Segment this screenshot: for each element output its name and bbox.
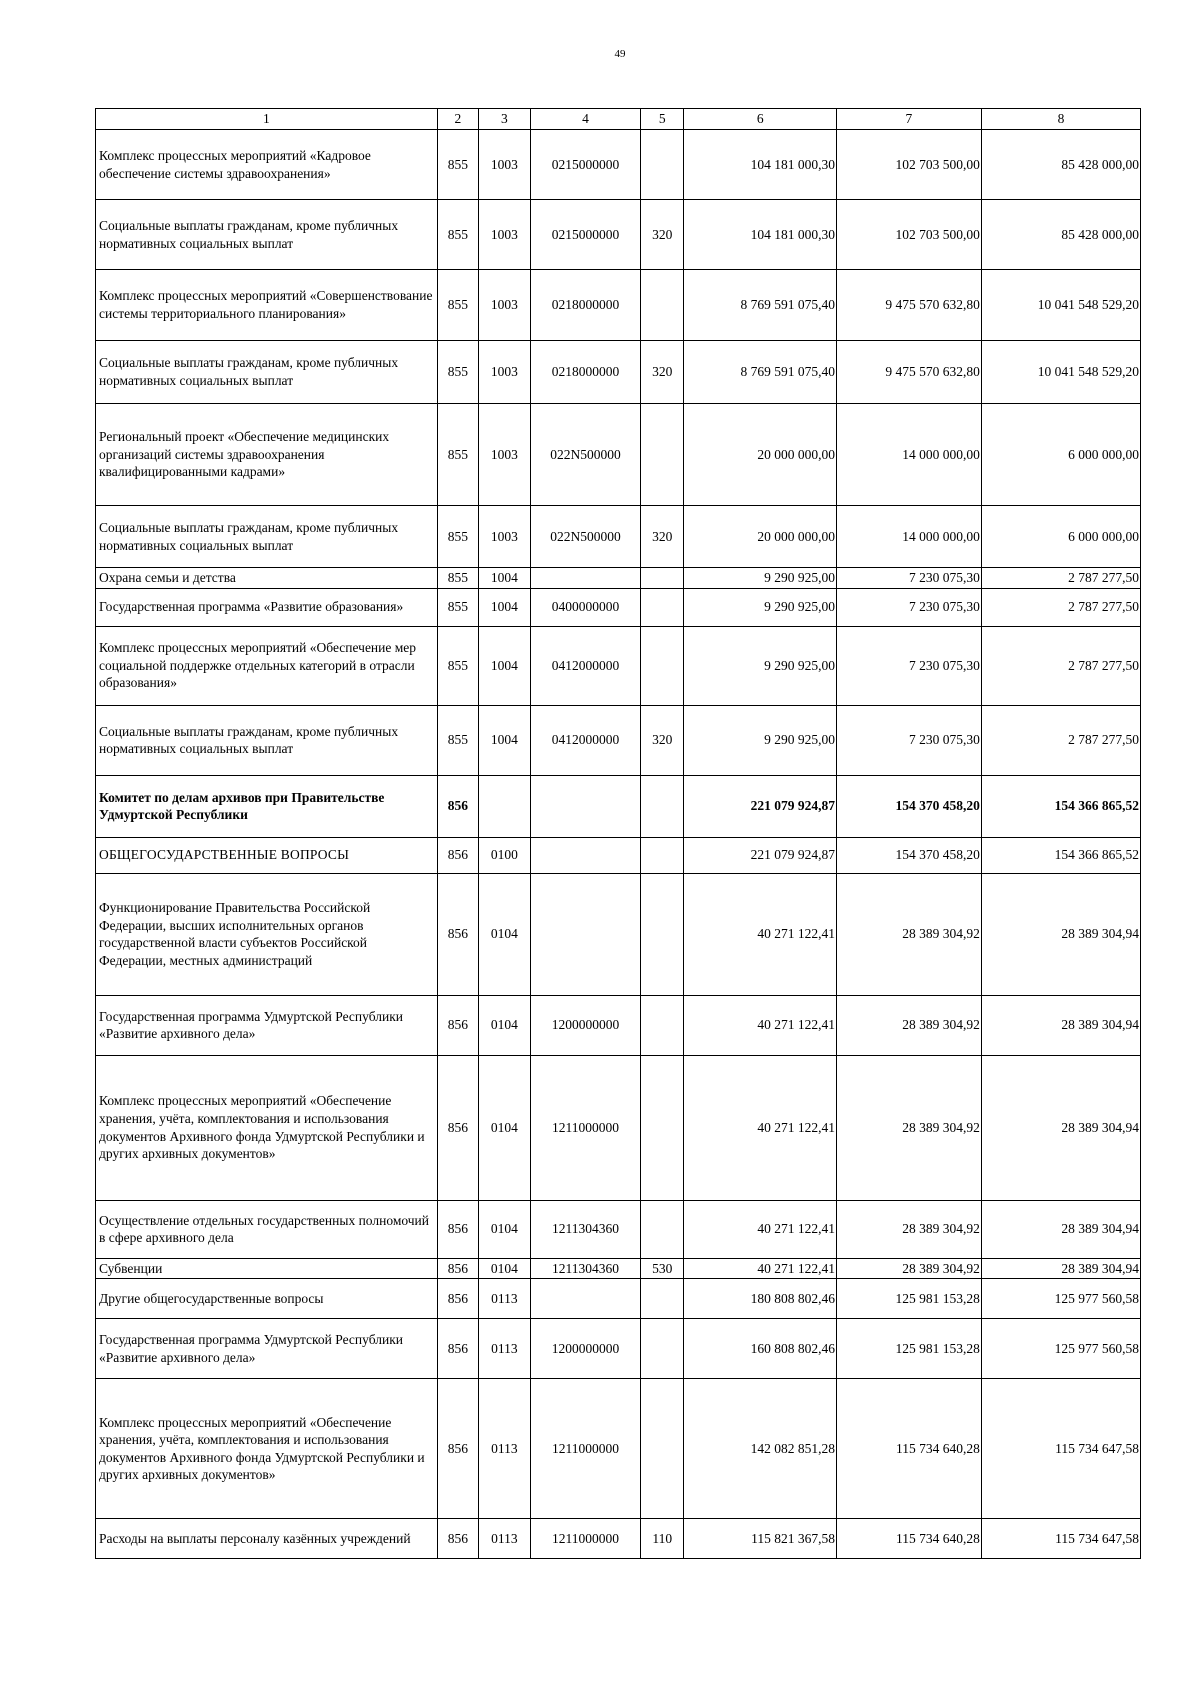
cell-expense-type: 320 (641, 506, 684, 568)
cell-amount-2: 115 734 640,28 (836, 1379, 981, 1519)
cell-amount-3: 85 428 000,00 (981, 200, 1140, 270)
cell-ministry: 856 (437, 775, 478, 837)
cell-section: 1003 (478, 506, 530, 568)
cell-amount-2: 115 734 640,28 (836, 1519, 981, 1559)
row-name: Осуществление отдельных государственных полномочий в сфере архивного дела (96, 1200, 438, 1258)
cell-amount-3: 28 389 304,94 (981, 1258, 1140, 1279)
cell-target: 1211304360 (530, 1258, 640, 1279)
cell-amount-2: 28 389 304,92 (836, 1200, 981, 1258)
cell-amount-3: 115 734 647,58 (981, 1379, 1140, 1519)
cell-amount-1: 20 000 000,00 (684, 506, 837, 568)
row-name: Комплекс процессных мероприятий «Совершенствование системы территориального планирования» (96, 270, 438, 341)
cell-target: 022N500000 (530, 404, 640, 506)
row-name: ОБЩЕГОСУДАРСТВЕННЫЕ ВОПРОСЫ (96, 837, 438, 873)
row-name: Государственная программа Удмуртской Республики «Развитие архивного дела» (96, 1319, 438, 1379)
header-col-5: 5 (641, 109, 684, 130)
cell-section: 1004 (478, 588, 530, 626)
cell-section: 1004 (478, 705, 530, 775)
cell-ministry: 855 (437, 341, 478, 404)
cell-amount-1: 180 808 802,46 (684, 1279, 837, 1319)
cell-ministry: 855 (437, 200, 478, 270)
table-row (96, 1279, 1141, 1319)
cell-section: 1004 (478, 568, 530, 589)
cell-amount-1: 160 808 802,46 (684, 1319, 837, 1379)
cell-section: 1003 (478, 404, 530, 506)
cell-expense-type: 530 (641, 1258, 684, 1279)
cell-expense-type (641, 626, 684, 705)
cell-section: 1004 (478, 626, 530, 705)
table-row (96, 130, 1141, 200)
header-col-7: 7 (836, 109, 981, 130)
cell-amount-3: 2 787 277,50 (981, 626, 1140, 705)
cell-amount-1: 221 079 924,87 (684, 837, 837, 873)
cell-amount-2: 125 981 153,28 (836, 1279, 981, 1319)
table-row (96, 837, 1141, 873)
header-col-2: 2 (437, 109, 478, 130)
cell-ministry: 855 (437, 130, 478, 200)
header-row (96, 109, 1141, 130)
cell-amount-2: 9 475 570 632,80 (836, 270, 981, 341)
cell-amount-1: 8 769 591 075,40 (684, 341, 837, 404)
cell-ministry: 856 (437, 1379, 478, 1519)
table-row (96, 1258, 1141, 1279)
cell-amount-3: 154 366 865,52 (981, 775, 1140, 837)
cell-ministry: 855 (437, 270, 478, 341)
cell-amount-1: 40 271 122,41 (684, 995, 837, 1055)
cell-amount-3: 154 366 865,52 (981, 837, 1140, 873)
cell-target: 0218000000 (530, 270, 640, 341)
cell-amount-2: 7 230 075,30 (836, 568, 981, 589)
row-name: Комитет по делам архивов при Правительстве Удмуртской Республики (96, 775, 438, 837)
cell-expense-type (641, 1319, 684, 1379)
cell-section: 0104 (478, 873, 530, 995)
cell-expense-type (641, 995, 684, 1055)
table-row (96, 404, 1141, 506)
cell-section: 1003 (478, 270, 530, 341)
table-row (96, 200, 1141, 270)
table-row (96, 775, 1141, 837)
cell-target: 1211000000 (530, 1055, 640, 1200)
cell-ministry: 855 (437, 506, 478, 568)
cell-expense-type (641, 588, 684, 626)
cell-ministry: 856 (437, 1258, 478, 1279)
cell-amount-3: 6 000 000,00 (981, 404, 1140, 506)
cell-amount-3: 28 389 304,94 (981, 995, 1140, 1055)
cell-expense-type (641, 568, 684, 589)
cell-target: 0400000000 (530, 588, 640, 626)
cell-amount-3: 125 977 560,58 (981, 1319, 1140, 1379)
cell-expense-type: 320 (641, 200, 684, 270)
cell-expense-type (641, 1055, 684, 1200)
cell-section: 0100 (478, 837, 530, 873)
cell-expense-type: 110 (641, 1519, 684, 1559)
header-col-3: 3 (478, 109, 530, 130)
row-name: Региональный проект «Обеспечение медицинских организаций системы здравоохранения квалифицированными кадрами» (96, 404, 438, 506)
cell-amount-3: 2 787 277,50 (981, 705, 1140, 775)
row-name: Комплекс процессных мероприятий «Кадровое обеспечение системы здравоохранения» (96, 130, 438, 200)
cell-amount-1: 104 181 000,30 (684, 200, 837, 270)
row-name: Государственная программа «Развитие образования» (96, 588, 438, 626)
table-row (96, 995, 1141, 1055)
cell-ministry: 855 (437, 705, 478, 775)
table-row (96, 588, 1141, 626)
cell-amount-1: 40 271 122,41 (684, 1200, 837, 1258)
cell-section: 0113 (478, 1279, 530, 1319)
cell-amount-3: 115 734 647,58 (981, 1519, 1140, 1559)
row-name: Социальные выплаты гражданам, кроме публичных нормативных социальных выплат (96, 341, 438, 404)
cell-ministry: 856 (437, 1319, 478, 1379)
cell-amount-3: 28 389 304,94 (981, 873, 1140, 995)
table-row (96, 873, 1141, 995)
cell-target: 0218000000 (530, 341, 640, 404)
header-col-4: 4 (530, 109, 640, 130)
cell-target (530, 568, 640, 589)
cell-amount-2: 14 000 000,00 (836, 506, 981, 568)
cell-target: 1211000000 (530, 1519, 640, 1559)
table-row (96, 270, 1141, 341)
cell-section: 0104 (478, 1200, 530, 1258)
cell-target: 0412000000 (530, 705, 640, 775)
cell-section: 1003 (478, 200, 530, 270)
cell-ministry: 855 (437, 588, 478, 626)
cell-amount-1: 9 290 925,00 (684, 705, 837, 775)
cell-target: 1200000000 (530, 1319, 640, 1379)
table-row (96, 626, 1141, 705)
cell-amount-1: 40 271 122,41 (684, 1055, 837, 1200)
cell-section: 0113 (478, 1379, 530, 1519)
cell-amount-1: 20 000 000,00 (684, 404, 837, 506)
cell-amount-2: 28 389 304,92 (836, 873, 981, 995)
cell-section: 0113 (478, 1319, 530, 1379)
cell-target: 0215000000 (530, 130, 640, 200)
header-col-1: 1 (96, 109, 438, 130)
cell-target: 1211000000 (530, 1379, 640, 1519)
cell-section: 1003 (478, 341, 530, 404)
table-row (96, 568, 1141, 589)
cell-ministry: 856 (437, 1279, 478, 1319)
cell-amount-2: 125 981 153,28 (836, 1319, 981, 1379)
cell-amount-2: 14 000 000,00 (836, 404, 981, 506)
row-name: Субвенции (96, 1258, 438, 1279)
cell-expense-type (641, 270, 684, 341)
row-name: Другие общегосударственные вопросы (96, 1279, 438, 1319)
cell-expense-type (641, 130, 684, 200)
table-row (96, 1055, 1141, 1200)
cell-amount-3: 10 041 548 529,20 (981, 270, 1140, 341)
cell-expense-type (641, 1379, 684, 1519)
table-row (96, 1319, 1141, 1379)
row-name: Охрана семьи и детства (96, 568, 438, 589)
cell-amount-1: 40 271 122,41 (684, 873, 837, 995)
cell-amount-2: 102 703 500,00 (836, 130, 981, 200)
cell-expense-type: 320 (641, 341, 684, 404)
cell-amount-2: 9 475 570 632,80 (836, 341, 981, 404)
table-row (96, 506, 1141, 568)
cell-amount-3: 28 389 304,94 (981, 1200, 1140, 1258)
cell-amount-1: 9 290 925,00 (684, 568, 837, 589)
cell-ministry: 856 (437, 1200, 478, 1258)
cell-section (478, 775, 530, 837)
cell-amount-1: 9 290 925,00 (684, 626, 837, 705)
cell-amount-3: 6 000 000,00 (981, 506, 1140, 568)
cell-expense-type (641, 1200, 684, 1258)
cell-amount-2: 7 230 075,30 (836, 588, 981, 626)
cell-expense-type (641, 775, 684, 837)
cell-amount-3: 85 428 000,00 (981, 130, 1140, 200)
row-name: Комплекс процессных мероприятий «Обеспечение хранения, учёта, комплектования и использования документов Архивного фонда Удмуртской Республики и других архивных документов» (96, 1055, 438, 1200)
cell-expense-type (641, 873, 684, 995)
header-col-8: 8 (981, 109, 1140, 130)
cell-amount-2: 28 389 304,92 (836, 995, 981, 1055)
row-name: Расходы на выплаты персоналу казённых учреждений (96, 1519, 438, 1559)
cell-ministry: 856 (437, 1519, 478, 1559)
cell-expense-type (641, 404, 684, 506)
page-number: 49 (614, 48, 626, 60)
row-name: Социальные выплаты гражданам, кроме публичных нормативных социальных выплат (96, 200, 438, 270)
cell-amount-3: 125 977 560,58 (981, 1279, 1140, 1319)
cell-amount-2: 154 370 458,20 (836, 837, 981, 873)
cell-expense-type: 320 (641, 705, 684, 775)
cell-amount-1: 9 290 925,00 (684, 588, 837, 626)
table-row (96, 705, 1141, 775)
cell-ministry: 856 (437, 837, 478, 873)
cell-ministry: 856 (437, 995, 478, 1055)
cell-amount-2: 154 370 458,20 (836, 775, 981, 837)
cell-expense-type (641, 837, 684, 873)
cell-section: 1003 (478, 130, 530, 200)
cell-target (530, 837, 640, 873)
row-name: Комплекс процессных мероприятий «Обеспечение мер социальной поддержке отдельных категорий в отрасли образования» (96, 626, 438, 705)
cell-amount-1: 104 181 000,30 (684, 130, 837, 200)
cell-amount-3: 10 041 548 529,20 (981, 341, 1140, 404)
cell-ministry: 855 (437, 626, 478, 705)
cell-amount-2: 28 389 304,92 (836, 1055, 981, 1200)
cell-target: 0412000000 (530, 626, 640, 705)
cell-amount-3: 28 389 304,94 (981, 1055, 1140, 1200)
cell-amount-2: 7 230 075,30 (836, 705, 981, 775)
cell-target: 0215000000 (530, 200, 640, 270)
cell-amount-1: 8 769 591 075,40 (684, 270, 837, 341)
table-row (96, 1200, 1141, 1258)
row-name: Функционирование Правительства Российской Федерации, высших исполнительных органов государственной власти субъектов Российской Федерации, местных администраций (96, 873, 438, 995)
cell-amount-3: 2 787 277,50 (981, 588, 1140, 626)
cell-target (530, 775, 640, 837)
cell-section: 0104 (478, 1258, 530, 1279)
cell-amount-1: 115 821 367,58 (684, 1519, 837, 1559)
cell-target (530, 1279, 640, 1319)
cell-target: 1200000000 (530, 995, 640, 1055)
row-name: Комплекс процессных мероприятий «Обеспечение хранения, учёта, комплектования и использования документов Архивного фонда Удмуртской Республики и других архивных документов» (96, 1379, 438, 1519)
row-name: Социальные выплаты гражданам, кроме публичных нормативных социальных выплат (96, 705, 438, 775)
row-name: Социальные выплаты гражданам, кроме публичных нормативных социальных выплат (96, 506, 438, 568)
cell-section: 0104 (478, 1055, 530, 1200)
cell-amount-1: 40 271 122,41 (684, 1258, 837, 1279)
table-row (96, 1519, 1141, 1559)
cell-amount-1: 142 082 851,28 (684, 1379, 837, 1519)
cell-target: 1211304360 (530, 1200, 640, 1258)
cell-target: 022N500000 (530, 506, 640, 568)
header-col-6: 6 (684, 109, 837, 130)
cell-ministry: 855 (437, 404, 478, 506)
table-row (96, 1379, 1141, 1519)
row-name: Государственная программа Удмуртской Республики «Развитие архивного дела» (96, 995, 438, 1055)
cell-amount-1: 221 079 924,87 (684, 775, 837, 837)
cell-section: 0113 (478, 1519, 530, 1559)
cell-ministry: 856 (437, 1055, 478, 1200)
cell-amount-2: 7 230 075,30 (836, 626, 981, 705)
cell-ministry: 856 (437, 873, 478, 995)
cell-amount-2: 28 389 304,92 (836, 1258, 981, 1279)
cell-section: 0104 (478, 995, 530, 1055)
cell-ministry: 855 (437, 568, 478, 589)
cell-expense-type (641, 1279, 684, 1319)
table-row (96, 341, 1141, 404)
budget-table (95, 108, 1141, 1559)
cell-target (530, 873, 640, 995)
cell-amount-2: 102 703 500,00 (836, 200, 981, 270)
cell-amount-3: 2 787 277,50 (981, 568, 1140, 589)
